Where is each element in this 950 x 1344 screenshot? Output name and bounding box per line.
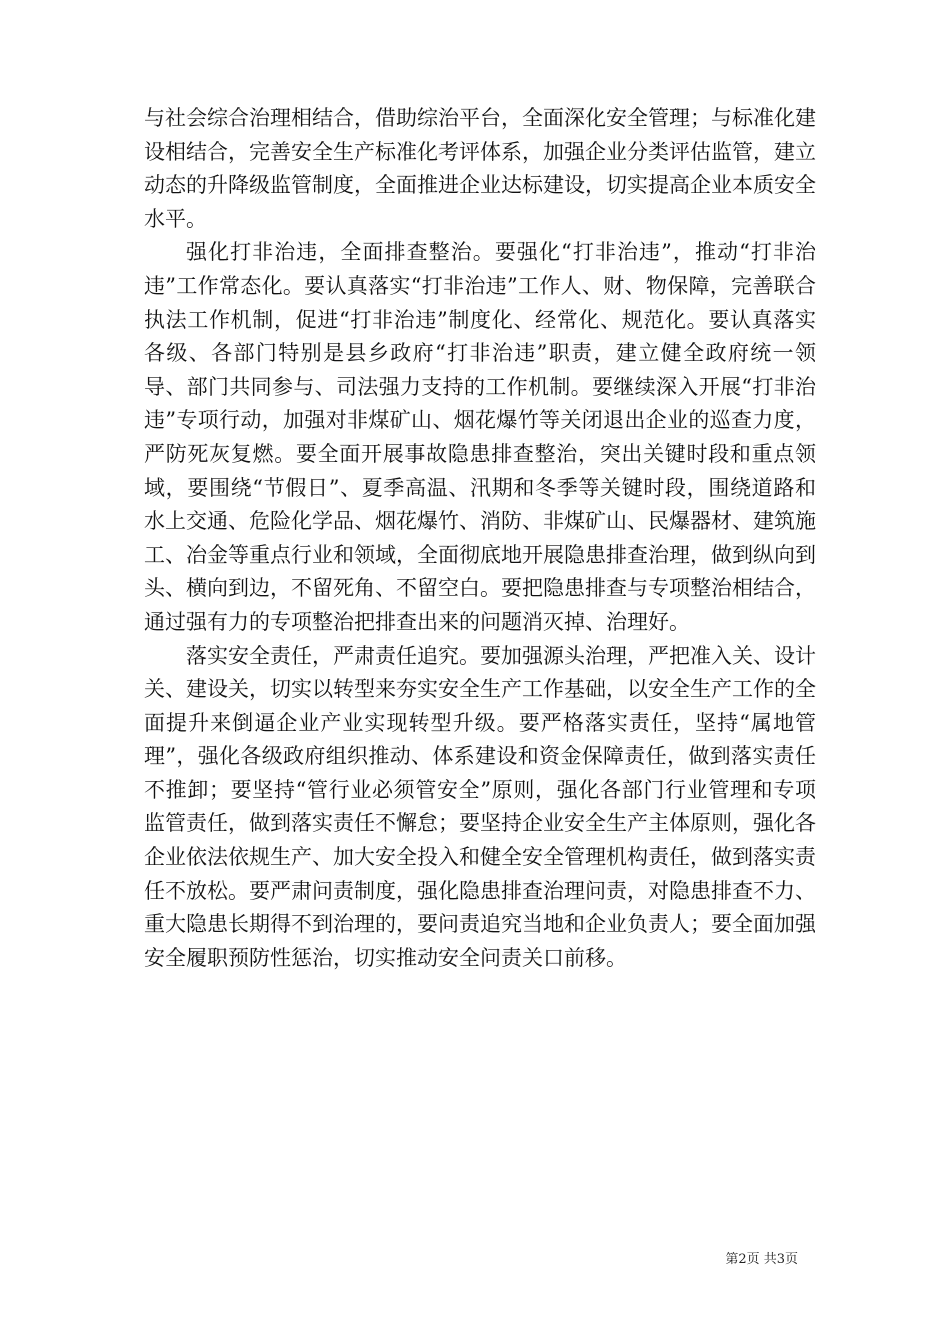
page-number-footer: 第2页 共3页 bbox=[725, 1252, 798, 1267]
paragraph-safety-responsibility: 落实安全责任，严肃责任追究。要加强源头治理，严把准入关、设计关、建设关，切实以转型来夯实安全生产工作基础，以安全生产工作的全面提升来倒逼企业产业实现转型升级。要严格落实责任，坚持“属地管理”，强化各级政府组织推动、体系建设和资金保障责任，做到落实责任不推卸；要坚持“管行业必须管安全”原则，强化各部门行业管理和专项监管责任，做到落实责任不懈怠；要坚持企业安全生产主体原则，强化各企业依法依规生产、加大安全投入和健全安全管理机构责任，做到落实责任不放松。要严肃问责制度，强化隐患排查治理问责，对隐患排查不力、重大隐患长期得不到治理的，要问责追究当地和企业负责人；要全面加强安全履职预防性惩治，切实推动安全问责关口前移。 bbox=[144, 643, 816, 970]
document-body bbox=[144, 102, 816, 975]
paragraph-continuation: 与社会综合治理相结合，借助综治平台，全面深化安全管理；与标准化建设相结合，完善安全生产标准化考评体系，加强企业分类评估监管，建立动态的升降级监管制度，全面推进企业达标建设，切实提高企业本质安全水平。 bbox=[144, 106, 816, 231]
paragraph-illegal-activity-crackdown: 强化打非治违，全面排查整治。要强化“打非治违”，推动“打非治违”工作常态化。要认真落实“打非治违”工作人、财、物保障，完善联合执法工作机制，促进“打非治违”制度化、经常化、规范化。要认真落实各级、各部门特别是县乡政府“打非治违”职责，建立健全政府统一领导、部门共同参与、司法强力支持的工作机制。要继续深入开展“打非治违”专项行动，加强对非煤矿山、烟花爆竹等关闭退出企业的巡查力度，严防死灰复燃。要全面开展事故隐患排查整治，突出关键时段和重点领域，要围绕“节假日”、夏季高温、汛期和冬季等关键时段，围绕道路和水上交通、危险化学品、烟花爆竹、消防、非煤矿山、民爆器材、建筑施工、冶金等重点行业和领域，全面彻底地开展隐患排查治理，做到纵向到头、横向到边，不留死角、不留空白。要把隐患排查与专项整治相结合，通过强有力的专项整治把排查出来的问题消灭掉、治理好。 bbox=[144, 240, 816, 634]
